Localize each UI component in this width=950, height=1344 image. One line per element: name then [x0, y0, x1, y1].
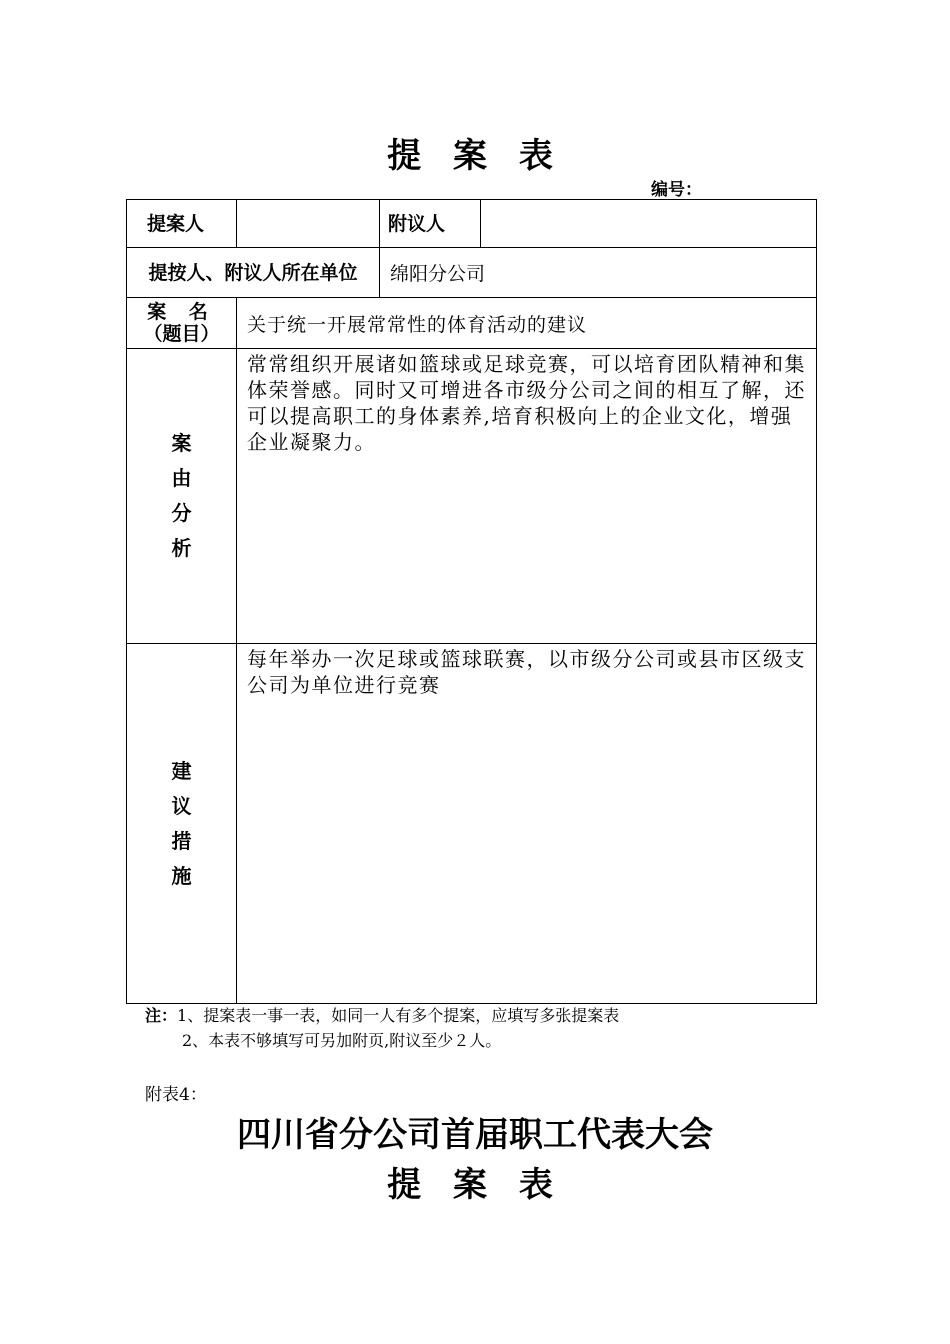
proposer-field[interactable] [237, 200, 380, 248]
analysis-label-char: 分 [171, 501, 192, 525]
note-prefix: 注： [145, 1006, 178, 1025]
note-text-1: 1、提案表一事一表，如同一人有多个提案，应填写多张提案表 [177, 1006, 620, 1025]
unit-label: 提按人、附议人所在单位 [127, 248, 380, 298]
analysis-field[interactable]: 常常组织开展诸如篮球或足球竞赛，可以培育团队精神和集体荣誉感。同时又可增进各市级分公司之间的相互了解，还可以提高职工的身体素养,培育积极向上的企业文化，增强企业凝聚力。 [237, 349, 817, 644]
seconder-label: 附议人 [380, 200, 481, 248]
note-line-1 [145, 1004, 619, 1028]
analysis-label-char: 案 [171, 431, 192, 455]
serial-number-label: 编号： [651, 180, 702, 200]
next-page-title: 提 案 表 [387, 1165, 563, 1205]
proposal-form-table [126, 199, 817, 1004]
measures-label-char: 建 [171, 758, 192, 783]
case-name-field[interactable]: 关于统一开展常常性的体育活动的建议 [237, 298, 817, 349]
analysis-label-char: 析 [171, 536, 192, 560]
case-name-label-line1: 案 名 [147, 301, 216, 323]
measures-label-char: 措 [171, 828, 192, 853]
unit-field[interactable]: 绵阳分公司 [380, 248, 817, 298]
analysis-label [127, 349, 237, 644]
measures-field[interactable]: 每年举办一次足球或篮球联赛，以市级分公司或县市区级支公司为单位进行竞赛 [237, 644, 817, 1004]
proposer-label: 提案人 [127, 200, 237, 248]
seconder-field[interactable] [481, 200, 817, 248]
note-line-2: 2、本表不够填写可另加附页,附议至少２人。 [182, 1031, 502, 1050]
measures-label-char: 议 [171, 793, 192, 818]
case-name-label-line2: （题目） [143, 323, 220, 345]
conference-heading: 四川省分公司首届职工代表大会 [237, 1115, 713, 1155]
analysis-label-char: 由 [171, 466, 192, 490]
appendix-label: 附表4： [145, 1085, 207, 1105]
page-title: 提 案 表 [387, 136, 563, 176]
case-name-label [127, 298, 237, 349]
measures-label-char: 施 [171, 863, 192, 888]
measures-label [127, 644, 237, 1004]
